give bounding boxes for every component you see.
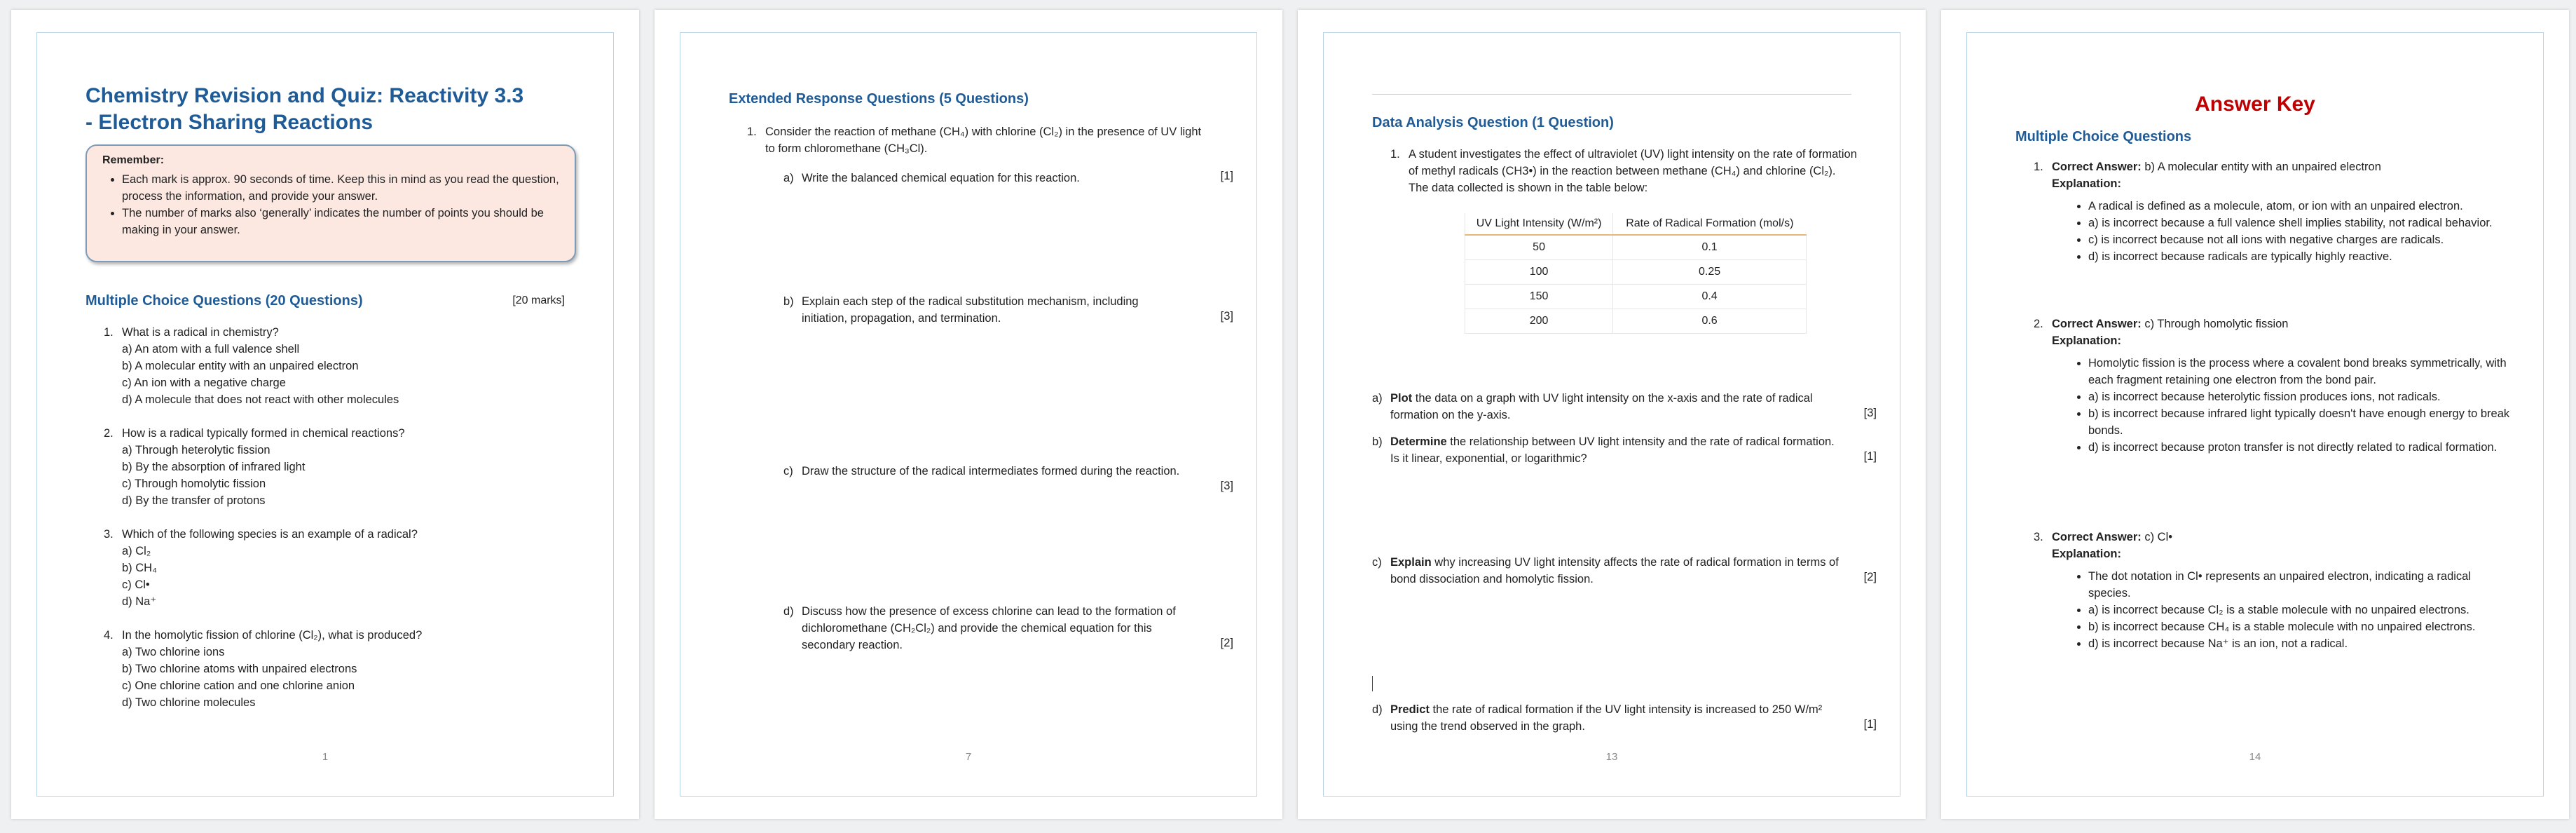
page-1 <box>11 10 639 819</box>
explanation-item: • A radical is defined as a molecule, atom, or ion with an unpaired electron. <box>2088 198 2514 215</box>
option: a) Cl₂ <box>122 545 151 557</box>
marks: [2] <box>1220 637 1233 649</box>
page-13 <box>1298 10 1926 819</box>
option: b) CH₄ <box>122 562 157 574</box>
part-c: c) Draw the structure of the radical intermediates formed during the reaction. <box>783 465 1180 478</box>
remember-item: • The number of marks also ‘generally’ indicates the number of points you should be making in your answer. <box>122 205 559 238</box>
data-question: 1. A student investigates the effect of ultraviolet (UV) light intensity on the rate of formation of methyl radicals (CH3•) in the reaction between methane (CH₄) and chlorine (Cl₂). The data collected is shown in the table below: <box>1390 148 1857 194</box>
option: a) Two chlorine ions <box>122 646 225 658</box>
marks: [3] <box>1863 407 1877 419</box>
part-a: a) Write the balanced chemical equation for this reaction. <box>783 172 1080 184</box>
part-d: d) Discuss how the presence of excess chlorine can lead to the formation of dichloromethane (CH₂Cl₂) and provide the chemical equation for this secondary reaction. <box>783 605 1176 651</box>
part-c: c) Explain why increasing UV light intensity affects the rate of radical formation in terms of bond dissociation and homolytic fission. <box>1372 556 1839 585</box>
page-number: 14 <box>2249 751 2261 763</box>
answer-3: 3. Correct Answer: c) Cl• Explanation: • The dot notation in Cl• represents an unpaired electron, indicating a radical species. • a) is incorrect because Cl₂ is a stable molecule with no unpaired electrons. • b) is incorrect because CH₄ is a stable molecule with no unpaired electrons. • d) is incorrect because Na⁺ is an ion, not a radical. <box>2052 529 2514 652</box>
explanation-item: • d) is incorrect because proton transfer is not directly related to radical formation. <box>2088 439 2514 456</box>
explanation-item: • d) is incorrect because radicals are typically highly reactive. <box>2088 248 2514 265</box>
page-number: 1 <box>322 751 329 763</box>
marks: [3] <box>1220 480 1233 492</box>
marks: [3] <box>1220 310 1233 323</box>
explanation-item: • a) is incorrect because Cl₂ is a stable molecule with no unpaired electrons. <box>2088 602 2514 618</box>
part-a: a) Plot the data on a graph with UV light intensity on the x-axis and the rate of radical formation on the y-axis. <box>1372 392 1813 421</box>
part-b: b) Explain each step of the radical substitution mechanism, including initiation, propagation, and termination. <box>783 295 1139 325</box>
answer-1: 1. Correct Answer: b) A molecular entity with an unpaired electron Explanation: • A radical is defined as a molecule, atom, or ion with an unpaired electron. • a) is incorrect because a full valence shell implies stability, not radical behavior. • c) is incorrect because not all ions with negative charges are radicals. • d) is incorrect because radicals are typically highly reactive. <box>2052 158 2514 265</box>
part-b: b) Determine the relationship between UV light intensity and the rate of radical formation. Is it linear, exponential, or logarithmic? <box>1372 435 1835 465</box>
mcq-heading: Multiple Choice Questions (20 Questions) <box>85 293 363 309</box>
option: b) Two chlorine atoms with unpaired electrons <box>122 663 357 675</box>
option: b) By the absorption of infrared light <box>122 461 306 473</box>
explanation-item: • b) is incorrect because CH₄ is a stable molecule with no unpaired electrons. <box>2088 618 2514 635</box>
extended-question: 1. Consider the reaction of methane (CH₄) with chlorine (Cl₂) in the presence of UV light to form chloromethane (CH₃Cl). <box>747 126 1202 155</box>
document-title: Chemistry Revision and Quiz: Reactivity 3.3 - Electron Sharing Reactions <box>85 84 524 134</box>
marks: [1] <box>1863 718 1877 731</box>
extended-heading: Extended Response Questions (5 Questions) <box>729 91 1029 107</box>
explanation-item: • c) is incorrect because not all ions with negative charges are radicals. <box>2088 231 2514 248</box>
option: d) By the transfer of protons <box>122 494 266 507</box>
question-1: 1. What is a radical in chemistry? a) An atom with a full valence shell b) A molecular entity with an unpaired electron c) An ion with a negative charge d) A molecule that does not react with other molecules <box>122 324 399 408</box>
table-row: 150 0.4 <box>1465 285 1807 309</box>
question-3: 3. Which of the following species is an example of a radical? a) Cl₂ b) CH₄ c) Cl• d) Na⁺ <box>122 526 418 610</box>
table-row: 100 0.25 <box>1465 260 1807 285</box>
explanation-item: • The dot notation in Cl• represents an unpaired electron, indicating a radical species. <box>2088 568 2514 602</box>
option: c) One chlorine cation and one chlorine anion <box>122 679 355 692</box>
mcq-marks: [20 marks] <box>512 294 565 306</box>
option: c) An ion with a negative charge <box>122 377 286 389</box>
option: d) A molecule that does not react with other molecules <box>122 393 399 406</box>
page-7 <box>655 10 1282 819</box>
data-table <box>1465 213 1807 334</box>
marks: [2] <box>1863 571 1877 583</box>
explanation-item: • d) is incorrect because Na⁺ is an ion, not a radical. <box>2088 635 2514 652</box>
option: b) A molecular entity with an unpaired electron <box>122 360 359 372</box>
option: c) Through homolytic fission <box>122 478 266 490</box>
option: a) Through heterolytic fission <box>122 444 270 456</box>
data-analysis-heading: Data Analysis Question (1 Question) <box>1372 115 1614 130</box>
remember-label: Remember: <box>102 154 165 166</box>
table-header: UV Light Intensity (W/m²) <box>1465 213 1613 235</box>
answer-key-title: Answer Key <box>2195 93 2315 116</box>
page-14 <box>1941 10 2569 819</box>
explanation-item: • b) is incorrect because infrared light typically doesn't have enough energy to break bonds. <box>2088 405 2514 439</box>
remember-callout <box>85 144 576 262</box>
page-number: 7 <box>965 751 972 763</box>
explanation-item: • a) is incorrect because heterolytic fission produces ions, not radicals. <box>2088 388 2514 405</box>
page-number: 13 <box>1605 751 1618 763</box>
option: c) Cl• <box>122 578 150 591</box>
horizontal-rule <box>1372 94 1851 95</box>
option: d) Na⁺ <box>122 595 157 608</box>
question-4: 4. In the homolytic fission of chlorine (Cl₂), what is produced? a) Two chlorine ions b) Two chlorine atoms with unpaired electrons c) One chlorine cation and one chlorine anion d) Two chlorine molecules <box>122 627 422 711</box>
answer-2: 2. Correct Answer: c) Through homolytic fission Explanation: • Homolytic fission is the process where a covalent bond breaks symmetrically, with each fragment retaining one electron from the bond pair. • a) is incorrect because heterolytic fission produces ions, not radicals. • b) is incorrect because infrared light typically doesn't have enough energy to break bonds. • d) is incorrect because proton transfer is not directly related to radical formation. <box>2052 316 2514 456</box>
answer-key-heading: Multiple Choice Questions <box>2015 129 2192 144</box>
explanation-item: • a) is incorrect because a full valence shell implies stability, not radical behavior. <box>2088 215 2514 231</box>
question-2: 2. How is a radical typically formed in chemical reactions? a) Through heterolytic fission b) By the absorption of infrared light c) Through homolytic fission d) By the transfer of protons <box>122 425 405 509</box>
marks: [1] <box>1220 170 1233 182</box>
marks: [1] <box>1863 450 1877 463</box>
table-header: Rate of Radical Formation (mol/s) <box>1613 213 1807 235</box>
option: d) Two chlorine molecules <box>122 696 256 709</box>
text-cursor <box>1372 676 1373 691</box>
part-d: d) Predict the rate of radical formation if the UV light intensity is increased to 250 W/m² using the trend observed in the graph. <box>1372 703 1823 733</box>
option: a) An atom with a full valence shell <box>122 343 300 355</box>
table-row: 50 0.1 <box>1465 235 1807 260</box>
remember-item: • Each mark is approx. 90 seconds of time. Keep this in mind as you read the question, process the information, and provide your answer. <box>122 171 559 205</box>
table-row: 200 0.6 <box>1465 309 1807 334</box>
explanation-item: • Homolytic fission is the process where a covalent bond breaks symmetrically, with each fragment retaining one electron from the bond pair. <box>2088 355 2514 388</box>
